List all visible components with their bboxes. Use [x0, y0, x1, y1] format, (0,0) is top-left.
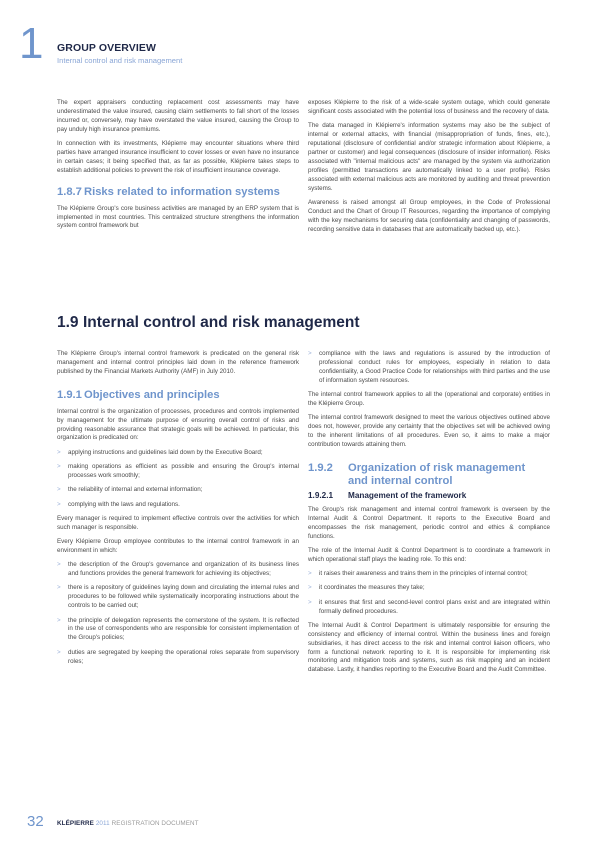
bullet-item: > making operations as efficient as possible and ensuring the Group's internal processes work smoothly; — [57, 463, 299, 481]
paragraph: The expert appraisers conducting replacement cost assessments may have underestimated the value insured, causing claim settlements to fall short of the losses incurred or, conversely, may have overstated the value insured, causing the Group to pay unduly high insurance premiums. — [57, 99, 299, 133]
paragraph: Every manager is required to implement effective controls over the activities for which such manager is responsible. — [57, 514, 299, 531]
paragraph: The Group's risk management and internal control framework is overseen by the Internal Audit & Control Department. It reports to the Executive Board and encompasses the risk management, periodic control and ethics & compliance functions. — [308, 505, 550, 540]
chapter-title: GROUP OVERVIEW — [57, 42, 157, 54]
section-title-line1: Organization of risk management — [348, 461, 526, 474]
section-title: Objectives and principles — [84, 388, 220, 401]
section-number: 1.9.2.1 — [308, 490, 334, 500]
footer-brand: KLÉPIERRE — [57, 820, 94, 827]
footer — [57, 820, 199, 827]
top-left-column — [57, 99, 299, 237]
paragraph: The Klépierre Group's internal control framework is predicated on the general risk management and internal control principles laid down in the reference framework published by the Financial Markets Authority (AMF) in July 2010. — [57, 350, 299, 375]
bullet-item: > the reliability of internal and external information; — [57, 486, 299, 495]
section-number: 1.9.2 — [308, 461, 333, 474]
paragraph: The internal control framework designed to meet the various objectives outlined above does not, however, provide any certainty that the objectives set will be achieved owing to the inherent limitations of all procedures. Even so, it aims to make a major contribution towards attaining them. — [308, 414, 550, 448]
section-title-line2: and internal control — [348, 474, 453, 487]
section-heading-1-9-2 — [308, 462, 550, 488]
paragraph: The Internal Audit & Control Department is ultimately responsible for ensuring the consistency and efficiency of internal control. Within the business lines and foreign subsidiaries, it has direct access to the risk and internal control liaison officers, who form a functional network reporting to it. It is responsible for implementing risk monitoring and mitigation tools and systems, such as risk mapping and an incident database. Lastly, it handles reporting to the Executive Board and the Audit Committee. — [308, 621, 550, 674]
paragraph: The data managed in Klépierre's information systems may also be the subject of internal or external attacks, with financial (misappropriation of funds, fines, etc.), reputational (disclosure of confidential and/or strategic information about Klépierre, a partner or customer) and legal consequences (disclosure of insider information). Risks associated with "internal malicious acts" are managed by the system via authorization profiles (permitted transactions are automatically linked to a user profile). Risks associated with external malicious acts are monitored by auditing and threat prevention systems. — [308, 122, 550, 192]
paragraph: In connection with its investments, Klépierre may encounter situations where third parties have arranged insurance insufficient to cover losses or even have no insurance in certain cases; it being specified that, as far as possible, Klépierre takes steps to establish additional policies to prevent the risk of insufficient insurance coverage. — [57, 140, 299, 174]
chapter-number: 1 — [19, 19, 44, 68]
paragraph: Awareness is raised amongst all Group employees, in the Code of Professional Conduct and the Chart of Group IT Resources, regarding the importance of complying with the key mechanisms for securing data (confidentiality and changing of passwords, recording sensitive data in databases that are automatically backed up, etc.). — [308, 198, 550, 233]
bullet-item: > complying with the laws and regulations. — [57, 501, 299, 510]
paragraph: The role of the Internal Audit & Control Department is to coordinate a framework in which operational staff plays the leading role. To this end: — [308, 546, 550, 563]
bullet-item: > it raises their awareness and trains them in the principles of internal control; — [308, 570, 550, 579]
bullet-item: > applying instructions and guidelines laid down by the Executive Board; — [57, 449, 299, 458]
bullet-item: > the description of the Group's governance and organization of its business lines and functions provides the general framework for achieving its objectives; — [57, 561, 299, 579]
bottom-left-column — [57, 350, 299, 672]
chapter-subtitle: Internal control and risk management — [57, 56, 183, 65]
bottom-right-column — [308, 350, 550, 681]
page-number: 32 — [27, 813, 44, 830]
section-title: Risks related to information systems — [84, 185, 280, 198]
section-heading-1-9-1 — [57, 389, 299, 402]
section-heading-1-9-2-1 — [308, 490, 550, 501]
footer-doc-title: REGISTRATION DOCUMENT — [111, 820, 199, 827]
bullet-item: > it coordinates the measures they take; — [308, 584, 550, 593]
top-right-column — [308, 99, 550, 240]
paragraph: exposes Klépierre to the risk of a wide-scale system outage, which could generate significant costs associated with the potential loss of business and the recovery of data. — [308, 99, 550, 115]
section-heading-1-9 — [57, 314, 359, 332]
section-title: Internal control and risk management — [83, 314, 360, 331]
bullet-item: > compliance with the laws and regulations is assured by the introduction of professional conduct rules for employees, especially in relation to data confidentiality, a Good Practice Code for relationships with third parties and the use of information system resources. — [308, 350, 550, 386]
bullet-item: > there is a repository of guidelines laying down and circulating the internal rules and procedures to be followed while systematically incorporating instructions about the controls to be carried out; — [57, 584, 299, 611]
footer-year: 2011 — [95, 820, 110, 827]
paragraph: The Klépierre Group's core business activities are managed by an ERP system that is implemented in most countries. This centralized structure strengthens the information system control framework but — [57, 204, 299, 230]
section-number: 1.9.1 — [57, 388, 82, 401]
bullet-item: > it ensures that first and second-level control plans exist and are integrated within formally defined procedures. — [308, 599, 550, 617]
section-number: 1.9 — [57, 314, 79, 331]
section-number: 1.8.7 — [57, 185, 82, 198]
paragraph: The internal control framework applies to all the (operational and corporate) entities in the Klépierre Group. — [308, 391, 550, 407]
bullet-item: > duties are segregated by keeping the operational roles separate from supervisory roles; — [57, 649, 299, 667]
section-title: Management of the framework — [348, 490, 467, 500]
bullet-item: > the principle of delegation represents the cornerstone of the system. It is reflected in the use of correspondents who are responsible for consistent implementation of the Group's policies; — [57, 617, 299, 644]
section-heading-1-8-7 — [57, 186, 299, 199]
paragraph: Every Klépierre Group employee contributes to the internal control framework in an environment in which: — [57, 538, 299, 554]
paragraph: Internal control is the organization of processes, procedures and controls implemented by management for the ultimate purpose of ensuring overall control of risks and providing reasonable assurance that strategic goals will be achieved. In particular, this organization is predicated on: — [57, 407, 299, 442]
